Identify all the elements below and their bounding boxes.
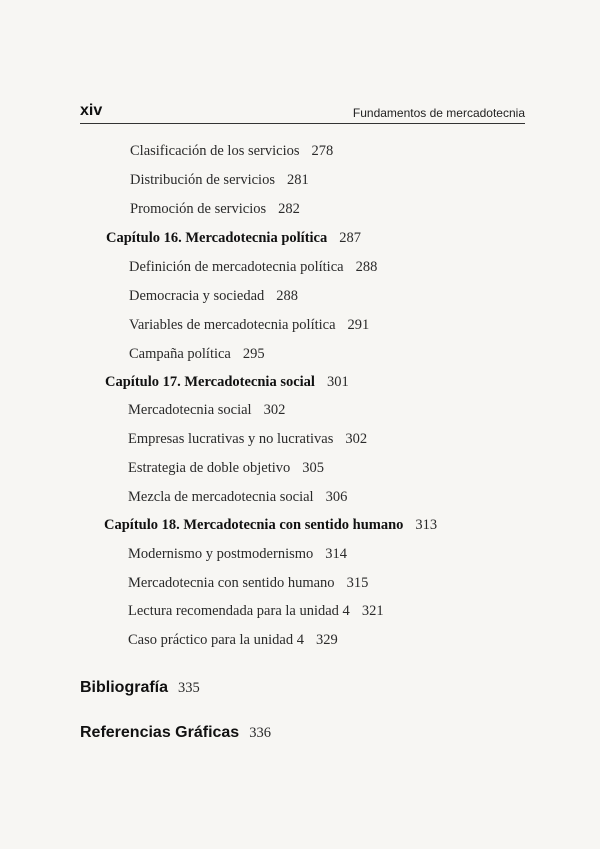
toc-entry <box>129 287 298 305</box>
toc-back-title: Referencias Gráficas <box>80 724 240 741</box>
toc-entry <box>128 488 347 506</box>
toc-entry <box>130 200 300 218</box>
toc-entry-page: 278 <box>311 143 334 159</box>
toc-entry-page: 281 <box>286 172 309 188</box>
toc-entry-title: Definición de mercadotecnia política <box>129 259 344 275</box>
toc-entry-page: 321 <box>361 603 384 619</box>
toc-entry-title: Lectura recomendada para la unidad 4 <box>128 603 350 619</box>
toc-entry-title: Campaña política <box>129 346 231 362</box>
toc-chapter-title: Capítulo 18. Mercadotecnia con sentido humano <box>104 517 404 533</box>
toc-entry <box>128 459 324 477</box>
toc-chapter-18 <box>104 516 437 534</box>
toc-entry-page: 288 <box>276 288 299 304</box>
toc-entry-page: 302 <box>263 402 286 418</box>
toc-chapter-page: 301 <box>326 374 349 390</box>
toc-entry <box>128 631 338 649</box>
toc-entry-title: Empresas lucrativas y no lucrativas <box>128 431 334 447</box>
toc-entry-page: 282 <box>278 201 300 217</box>
toc-entry <box>128 401 285 419</box>
toc-entry-title: Distribución de servicios <box>130 172 275 188</box>
toc-entry-title: Promoción de servicios <box>130 201 267 217</box>
toc-entry-page: 329 <box>315 632 338 648</box>
toc-entry-title: Caso práctico para la unidad 4 <box>128 632 304 648</box>
toc-entry-title: Mercadotecnia con sentido humano <box>128 575 335 591</box>
toc-entry-page: 295 <box>242 346 265 362</box>
toc-graphic-references <box>80 724 271 742</box>
toc-back-page: 336 <box>249 725 271 741</box>
toc-chapter-page: 313 <box>415 517 438 533</box>
page-number: xiv <box>80 102 103 119</box>
toc-chapter-16 <box>106 229 361 247</box>
toc-entry-page: 305 <box>302 460 325 476</box>
toc-entry <box>128 574 368 592</box>
toc-entry <box>130 171 309 189</box>
toc-chapter-title: Capítulo 16. Mercadotecnia política <box>106 230 328 246</box>
toc-entry-title: Mercadotecnia social <box>128 402 252 418</box>
toc-back-title: Bibliografía <box>80 679 169 696</box>
toc-entry <box>128 545 347 563</box>
toc-entry <box>128 602 384 620</box>
toc-entry-title: Variables de mercadotecnia política <box>129 317 336 333</box>
toc-entry-page: 315 <box>346 575 369 591</box>
toc-entry-page: 302 <box>345 431 368 447</box>
toc-chapter-page: 287 <box>339 230 361 246</box>
toc-entry-page: 288 <box>355 259 378 275</box>
toc-entry-page: 306 <box>325 489 348 505</box>
toc-entry-title: Estrategia de doble objetivo <box>128 460 291 476</box>
toc-entry-title: Clasificación de los servicios <box>130 143 300 159</box>
toc-entry-title: Mezcla de mercadotecnia social <box>128 489 314 505</box>
running-header <box>80 104 525 124</box>
toc-entry <box>130 142 333 160</box>
toc-back-page: 335 <box>178 680 200 696</box>
toc-entry-title: Modernismo y postmodernismo <box>128 546 314 562</box>
toc-entry <box>129 345 265 363</box>
running-title: Fundamentos de mercadotecnia <box>352 106 525 120</box>
toc-entry <box>129 316 369 334</box>
toc-bibliography <box>80 679 200 697</box>
toc-entry <box>129 258 377 276</box>
toc-entry <box>128 430 367 448</box>
toc-entry-page: 291 <box>347 317 370 333</box>
toc-entry-title: Democracia y sociedad <box>129 288 265 304</box>
toc-entry-page: 314 <box>325 546 348 562</box>
toc-chapter-17 <box>105 373 349 391</box>
toc-chapter-title: Capítulo 17. Mercadotecnia social <box>105 374 315 390</box>
